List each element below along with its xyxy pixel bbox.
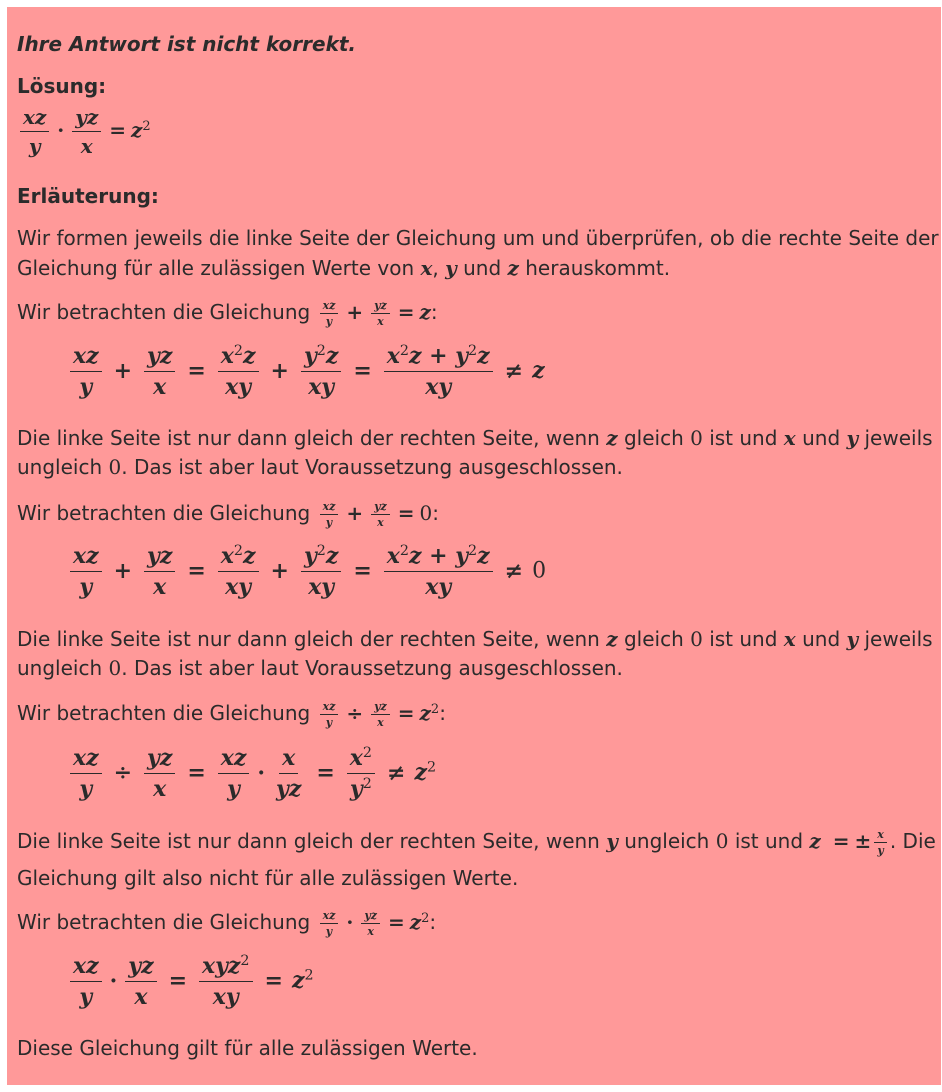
case4-title: Wir betrachten die Gleichung $\frac{xz}{y}$ · $\frac{yz}{x}$ = $z^2$:: [17, 909, 437, 938]
case3-explain-line-2: Gleichung gilt also nicht für alle zulässigen Werte.: [17, 866, 519, 890]
case1-equation: $\frac{xz}{y}$ + $\frac{yz}{x}$ = $\frac{x^2z}{xy}$ + $\frac{y^2z}{xy}$ = $\frac{x^2z + y^2z}{xy}$ ≠ z: [67, 345, 545, 398]
case1-explain-line-1: Die linke Seite ist nur dann gleich der rechten Seite, wenn z gleich 0 ist und x und y jeweils: [17, 426, 933, 450]
final-line: Diese Gleichung gilt für alle zulässigen Werte.: [17, 1036, 478, 1060]
intro-line-1: Wir formen jeweils die linke Seite der Gleichung um und überprüfen, ob die rechte Seite der: [17, 226, 939, 250]
case2-equation: $\frac{xz}{y}$ + $\frac{yz}{x}$ = $\frac{x^2z}{xy}$ + $\frac{y^2z}{xy}$ = $\frac{x^2z + y^2z}{xy}$ ≠ 0: [67, 545, 546, 598]
case3-title: Wir betrachten die Gleichung $\frac{xz}{y}$ ÷ $\frac{yz}{x}$ = $z^2$:: [17, 700, 446, 729]
explanation-label: Erläuterung:: [17, 184, 159, 208]
case1-title: Wir betrachten die Gleichung $\frac{xz}{y}$ + $\frac{yz}{x}$ = z:: [17, 299, 438, 328]
solution-label: Lösung:: [17, 74, 107, 98]
solution-formula: $\frac{xz}{y}$ · $\frac{yz}{x}$ = $z^2$: [17, 107, 151, 156]
intro-line-2: Gleichung für alle zulässigen Werte von x, y und z herauskommt.: [17, 256, 671, 280]
feedback-panel: [7, 7, 941, 1085]
case2-title: Wir betrachten die Gleichung $\frac{xz}{y}$ + $\frac{yz}{x}$ = 0:: [17, 500, 440, 529]
case2-explain-line-1: Die linke Seite ist nur dann gleich der rechten Seite, wenn z gleich 0 ist und x und y jeweils: [17, 627, 933, 651]
case3-explain-line-1: Die linke Seite ist nur dann gleich der rechten Seite, wenn y ungleich 0 ist und z = ± $\frac{x}{y}$ . Die: [17, 828, 936, 857]
case1-explain-line-2: ungleich 0. Das ist aber laut Voraussetzung ausgeschlossen.: [17, 455, 623, 479]
case2-explain-line-2: ungleich 0. Das ist aber laut Voraussetzung ausgeschlossen.: [17, 656, 623, 680]
case3-equation: $\frac{xz}{y}$ ÷ $\frac{yz}{x}$ = $\frac{xz}{y}$ · $\frac{x}{yz}$ = $\frac{x^2}{y^2}$ ≠ $z^2$: [67, 747, 436, 800]
case4-equation: $\frac{xz}{y}$ · $\frac{yz}{x}$ = $\frac{xyz^2}{xy}$ = $z^2$: [67, 955, 314, 1008]
feedback-header: Ihre Antwort ist nicht korrekt.: [17, 32, 357, 56]
